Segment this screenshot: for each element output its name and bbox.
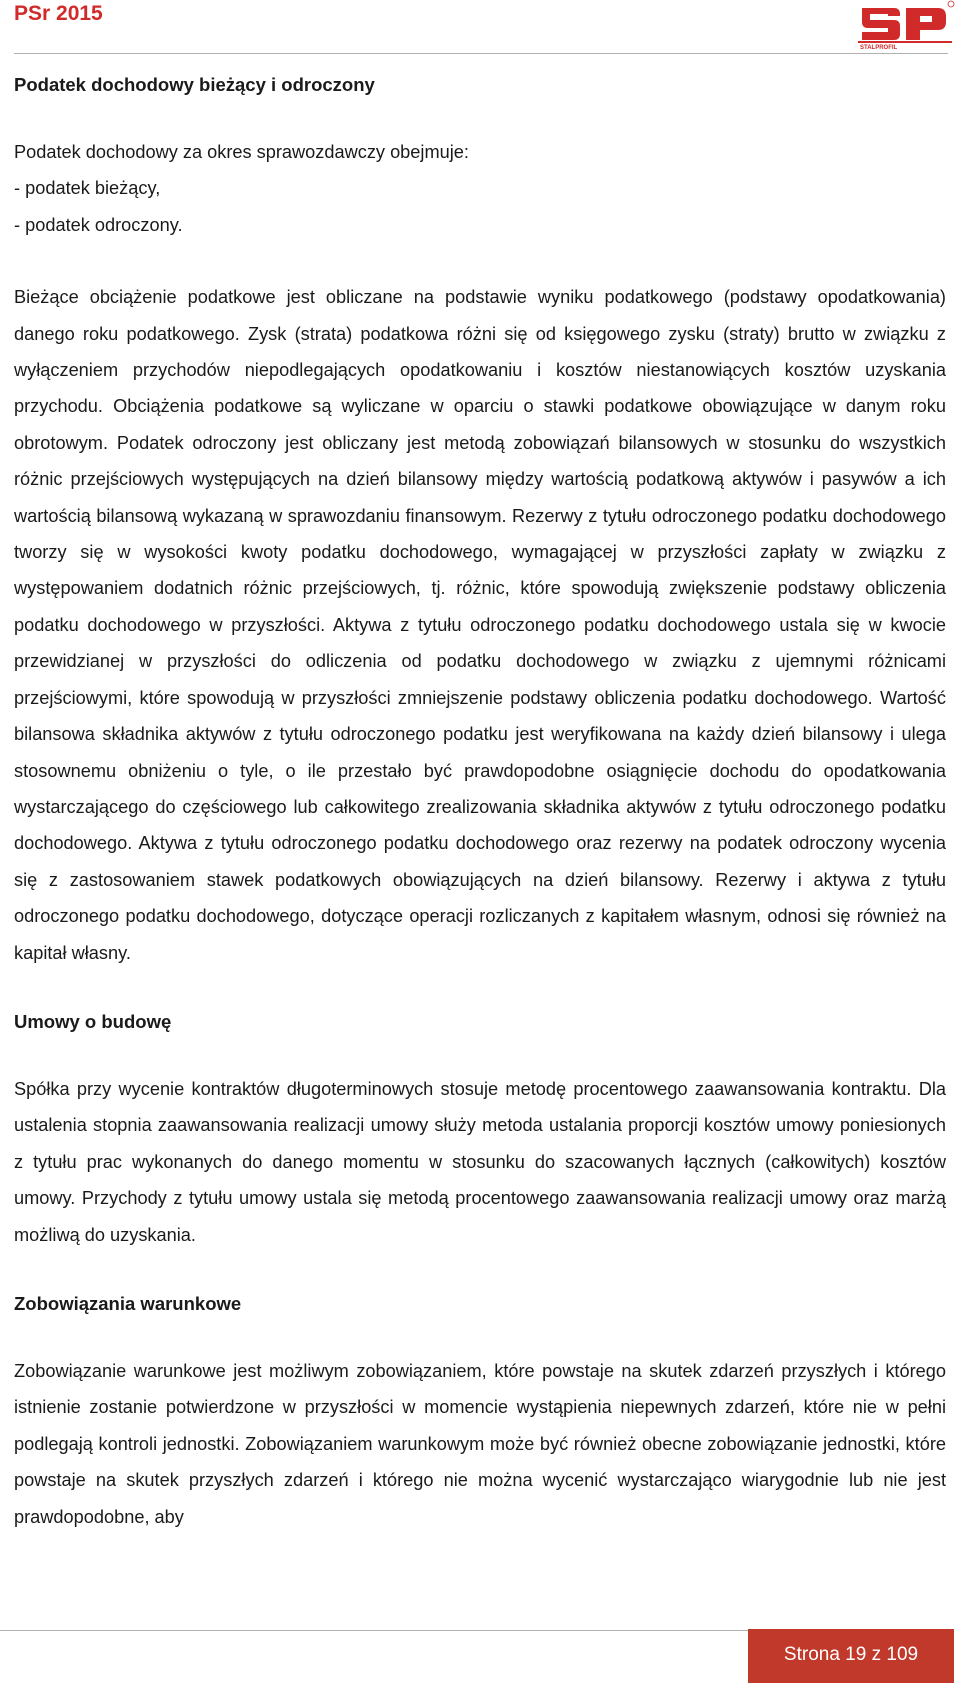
page-header [0,0,960,60]
page-number-badge: Strona 19 z 109 [748,1629,954,1683]
section-heading-construction-contracts: Umowy o budowę [14,1010,172,1032]
list-item-deferred-tax: - podatek odroczony. [14,214,183,235]
section-heading-contingent-liabilities: Zobowiązania warunkowe [14,1292,242,1314]
construction-contracts-paragraph: Spółka przy wycenie kontraktów długoterminowych stosuje metodę procentowego zaawansowania kontraktu. Dla ustalenia stopnia zaawansowania realizacji umowy służy metoda ustalania proporcji kosztów umowy poniesionych z tytułu prac wykonanych do danego momentu w stosunku do szacowanych łącznych (całkowitych) kosztów umowy. Przychody z tytułu umowy ustala się metodą procentowego zaawansowania realizacji umowy oraz marżą możliwą do uzyskania. [14,1078,946,1245]
income-tax-paragraph: Bieżące obciążenie podatkowe jest obliczane na podstawie wyniku podatkowego (podstawy opodatkowania) danego roku podatkowego. Zysk (strata) podatkowa różni się od księgowego zysku (straty) brutto w związku z wyłączeniem przychodów niepodlegających opodatkowaniu i kosztów niestanowiących kosztów uzyskania przychodu. Obciążenia podatkowe są wyliczane w oparciu o stawki podatkowe obowiązujące w danym roku obrotowym. Podatek odroczony jest obliczany jest metodą zobowiązań bilansowych w stosunku do wszystkich różnic przejściowych występujących na dzień bilansowy między wartością podatkową aktywów i pasywów a ich wartością bilansową wykazaną w sprawozdaniu finansowym. Rezerwy z tytułu odroczonego podatku dochodowego tworzy się w wysokości kwoty podatku dochodowego, wymagającej w przyszłości zapłaty w związku z występowaniem dodatnich różnic przejściowych, tj. różnic, które spowodują zwiększenie podstawy obliczenia podatku dochodowego w przyszłości. Aktywa z tytułu odroczonego podatku dochodowego ustala się w kwocie przewidzianej w przyszłości do odliczenia od podatku dochodowego w związku z ujemnymi różnicami przejściowymi, które spowodują w przyszłości zmniejszenie podstawy obliczenia podatku dochodowego. Wartość bilansowa składnika aktywów z tytułu odroczonego podatku jest weryfikowana na każdy dzień bilansowy i ulega stosownemu obniżeniu o tyle, o ile przestało być prawdopodobne osiągnięcie dochodu do opodatkowania wystarczającego do częściowego lub całkowitego zrealizowania składnika aktywów z tytułu odroczonego podatku dochodowego. Aktywa z tytułu odroczonego podatku dochodowego oraz rezerwy na podatek odroczony wycenia się z zastosowaniem stawek podatkowych obowiązujących na dzień bilansowy. Rezerwy i aktywa z tytułu odroczonego podatku dochodowego, dotyczące operacji rozliczanych z kapitałem własnym, odnosi się również na kapitał własny. [14,287,946,963]
footer-divider [0,1630,748,1631]
logo-text: STALPROFIL [860,45,898,50]
section-heading-income-tax: Podatek dochodowy bieżący i odroczony [14,74,375,95]
income-tax-intro [14,134,946,243]
list-item-current-tax: - podatek bieżący, [14,178,161,199]
header-divider [14,53,948,54]
contingent-liabilities-paragraph: Zobowiązanie warunkowe jest możliwym zobowiązaniem, które powstaje na skutek zdarzeń przyszłych i którego istnienie zostanie potwierdzone w przyszłości w momencie wystąpienia niepewnych zdarzeń, które nie w pełni podlegają kontroli jednostki. Zobowiązaniem warunkowym może być również obecne zobowiązanie jednostki, które powstaje na skutek przyszłych zdarzeń i którego nie można wycenić wystarczająco wiarygodnie lub nie jest prawdopodobne, aby [14,1360,946,1527]
stalprofil-logo [854,0,956,50]
document-body [14,62,946,1571]
document-code: PSr 2015 [14,2,103,25]
intro-line: Podatek dochodowy za okres sprawozdawczy obejmuje: [14,142,469,162]
